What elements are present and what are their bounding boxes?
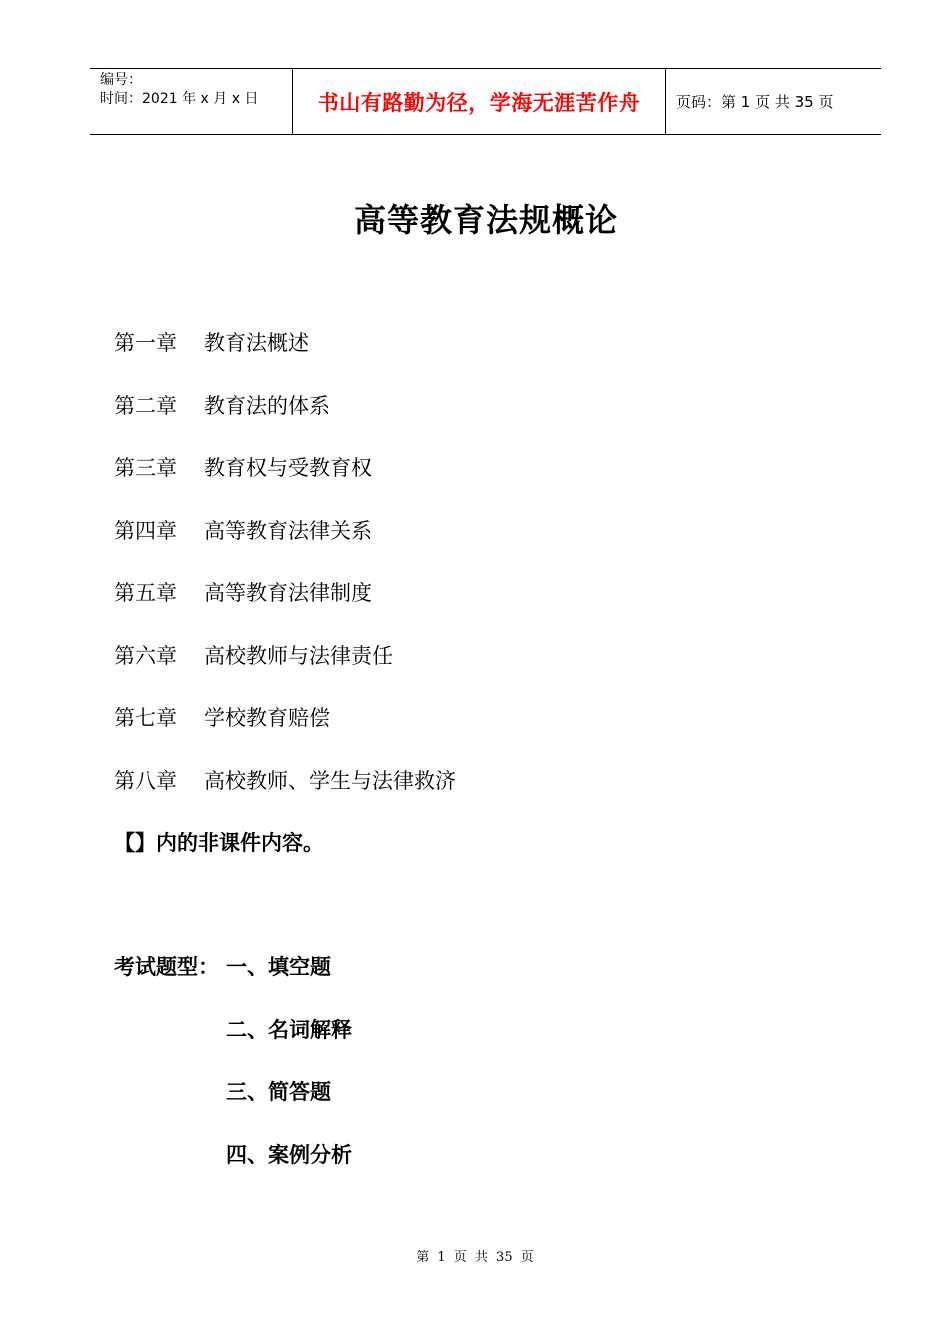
chapter-name: 高校教师与法律责任 [204, 643, 393, 668]
chapter-name: 教育法概述 [204, 331, 309, 355]
chapter-number: 第三章 [114, 456, 177, 480]
chapter-number: 第八章 [114, 768, 177, 793]
header-motto: 书山有路勤为径，学海无涯苦作舟 [293, 69, 666, 134]
exam-types-section [114, 950, 352, 1200]
chapter-item [114, 764, 456, 827]
exam-label-spacer [114, 1075, 226, 1138]
header-meta-cell [90, 69, 293, 134]
exam-label-spacer [114, 1013, 226, 1076]
header-page-info: 页码：第 1 页 共 35 页 [676, 93, 834, 111]
chapter-name: 高校教师、学生与法律救济 [204, 768, 456, 793]
chapter-number: 第一章 [114, 331, 177, 355]
chapter-name: 教育法的体系 [204, 393, 330, 418]
chapter-number: 第二章 [114, 393, 177, 418]
exam-type-row [114, 1138, 352, 1201]
chapter-number: 第七章 [114, 706, 177, 730]
chapter-name: 教育权与受教育权 [204, 456, 372, 480]
chapter-item [114, 514, 456, 577]
exam-type-item: 一、填空题 [226, 955, 331, 979]
chapter-item [114, 326, 456, 389]
exam-type-row [114, 1013, 352, 1076]
chapter-number: 第四章 [114, 518, 177, 543]
page-header [90, 68, 881, 135]
document-title: 高等教育法规概论 [353, 201, 618, 239]
exam-type-row [114, 950, 352, 1013]
chapter-item [114, 639, 456, 702]
content-note: 【】内的非课件内容。 [114, 831, 324, 855]
chapter-number: 第五章 [114, 581, 177, 605]
exam-type-item: 四、案例分析 [226, 1142, 352, 1167]
chapter-number: 第六章 [114, 643, 177, 668]
chapter-item [114, 451, 456, 514]
chapter-item [114, 576, 456, 639]
chapter-item [114, 389, 456, 452]
chapter-name: 高等教育法律制度 [204, 581, 372, 605]
exam-type-row [114, 1075, 352, 1138]
exam-type-item: 三、简答题 [226, 1080, 331, 1104]
serial-number-label: 编号： [100, 72, 142, 88]
date-label: 时间：2021 年 x 月 x 日 [100, 91, 259, 107]
chapter-item [114, 701, 456, 764]
chapter-name: 学校教育赔偿 [204, 706, 330, 730]
page-footer: 第 1 页 共 35 页 [416, 1250, 534, 1265]
exam-label-spacer [114, 1138, 226, 1201]
chapter-list [114, 326, 456, 826]
exam-type-item: 二、名词解释 [226, 1017, 352, 1042]
chapter-name: 高等教育法律关系 [204, 518, 372, 543]
exam-types-label: 考试题型： [114, 955, 219, 979]
